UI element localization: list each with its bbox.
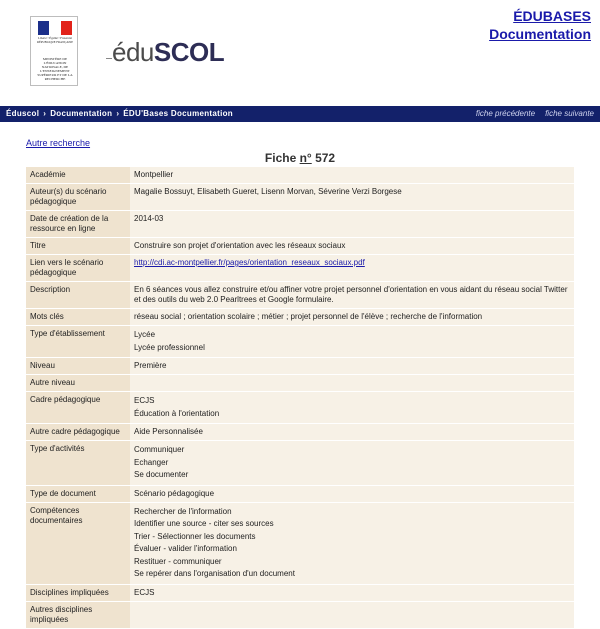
- prev-fiche-link[interactable]: fiche précédente: [475, 109, 536, 118]
- table-row: [26, 238, 574, 255]
- table-row: [26, 309, 574, 326]
- row-label: Mots clés: [26, 309, 130, 325]
- next-fiche-link[interactable]: fiche suivante: [545, 109, 594, 118]
- logo-part-edu: édu: [112, 37, 154, 67]
- republique-text: [34, 37, 76, 44]
- table-row: [26, 282, 574, 309]
- marianne-logo[interactable]: [30, 16, 78, 86]
- table-row: [26, 211, 574, 238]
- row-value: [130, 375, 574, 391]
- row-label: Description: [26, 282, 130, 308]
- row-label: Autres disciplines impliquées: [26, 602, 130, 628]
- table-row: [26, 167, 574, 184]
- french-flag-icon: [38, 21, 72, 35]
- row-value-line: Lycée professionnel: [134, 342, 205, 352]
- row-value: [130, 211, 574, 237]
- breadcrumb: [6, 109, 233, 118]
- table-row: [26, 326, 574, 358]
- row-value: [130, 503, 574, 584]
- row-label: Lien vers le scénario pédagogique: [26, 255, 130, 281]
- row-value-line: Construire son projet d'orientation avec les réseaux sociaux: [134, 241, 346, 250]
- row-value-line: Magalie Bossuyt, Elisabeth Gueret, Lisenn Morvan, Séverine Verzi Borgese: [134, 187, 402, 196]
- table-row: [26, 424, 574, 441]
- row-label: Type d'activités: [26, 441, 130, 485]
- row-value-line: Éducation à l'orientation: [134, 408, 220, 418]
- row-value-line: Echanger: [134, 457, 169, 467]
- ministere-text: MINISTÈRE DE L'ÉDUCATION NATIONALE, DE L'ENSEIGNEMENT SUPÉRIEUR ET DE LA RECHERCHE: [37, 57, 73, 81]
- row-value: [130, 167, 574, 183]
- row-label: Type d'établissement: [26, 326, 130, 357]
- table-row: [26, 585, 574, 602]
- row-label: Autre cadre pédagogique: [26, 424, 130, 440]
- table-row: [26, 503, 574, 585]
- row-value: [130, 486, 574, 502]
- row-label: Niveau: [26, 358, 130, 374]
- row-value: [130, 238, 574, 254]
- row-value-line: Lycée: [134, 330, 156, 339]
- row-value-line: Restituer - communiquer: [134, 556, 222, 566]
- row-value: [130, 326, 574, 357]
- table-row: [26, 441, 574, 486]
- edubases-link[interactable]: ÉDUBASES: [513, 8, 591, 24]
- republique-motto: Liberté • Égalité • Fraternité: [38, 36, 72, 40]
- row-value-line: Rechercher de l'information: [134, 506, 232, 516]
- fiche-table: [26, 167, 574, 629]
- row-label: Type de document: [26, 486, 130, 502]
- row-value: [130, 309, 574, 325]
- page-title: [0, 151, 600, 165]
- row-value-line: 2014-03: [134, 214, 164, 223]
- breadcrumb-eduscol[interactable]: Éduscol: [6, 109, 40, 118]
- row-value: [130, 184, 574, 210]
- scenario-link[interactable]: http://cdi.ac-montpellier.fr/pages/orientation_reseaux_sociaux.pdf: [134, 258, 365, 267]
- table-row: [26, 602, 574, 629]
- row-value-line: Première: [134, 361, 167, 370]
- row-value-line: Communiquer: [134, 445, 185, 454]
- fiche-number: 572: [311, 151, 336, 165]
- table-row: [26, 392, 574, 424]
- row-label: Cadre pédagogique: [26, 392, 130, 423]
- row-value: [130, 358, 574, 374]
- breadcrumb-bar: [0, 106, 600, 122]
- row-value: [130, 392, 574, 423]
- logo-part-scol: SCOL: [153, 37, 225, 67]
- row-value-line: réseau social ; orientation scolaire ; métier ; projet personnel de l'élève ; recherche de l'information: [134, 312, 483, 321]
- documentation-link[interactable]: Documentation: [489, 26, 591, 42]
- table-row: [26, 255, 574, 282]
- row-value-line: Se repérer dans l'organisation d'un document: [134, 569, 295, 578]
- republique-name: RÉPUBLIQUE FRANÇAISE: [36, 39, 74, 44]
- row-label: Autre niveau: [26, 375, 130, 391]
- row-value: [130, 255, 574, 281]
- table-row: [26, 358, 574, 375]
- eduscol-logo[interactable]: [112, 34, 224, 70]
- row-value: [130, 441, 574, 485]
- row-value: [130, 282, 574, 308]
- autre-recherche-link[interactable]: Autre recherche: [26, 138, 91, 148]
- row-value-line: Montpellier: [134, 170, 174, 179]
- breadcrumb-documentation[interactable]: Documentation: [50, 109, 113, 118]
- row-label: Disciplines impliquées: [26, 585, 130, 601]
- row-value-line: ECJS: [134, 396, 155, 405]
- row-value-line: Identifier une source - citer ses sources: [134, 519, 274, 528]
- row-value: [130, 424, 574, 440]
- row-value-line: Aide Personnalisée: [134, 427, 203, 436]
- brand-links: [489, 7, 591, 43]
- page-header: [0, 0, 600, 106]
- row-value-line: En 6 séances vous allez construire et/ou affiner votre projet personnel d'orientation en vous aidant du réseau social Twitter et des outils du web 2.0 Pearltrees et Google formulaire.: [134, 285, 568, 304]
- table-row: [26, 486, 574, 503]
- row-label: Titre: [26, 238, 130, 254]
- fiche-prefix: Fiche: [264, 151, 300, 165]
- row-value-line: Se documenter: [134, 470, 189, 479]
- row-label: Compétences documentaires: [26, 503, 130, 584]
- table-row: [26, 375, 574, 392]
- row-value-line: Scénario pédagogique: [134, 488, 215, 498]
- breadcrumb-separator: ›: [43, 109, 47, 118]
- row-label: Auteur(s) du scénario pédagogique: [26, 184, 130, 210]
- row-value: [130, 602, 574, 628]
- fiche-pager: [466, 109, 594, 118]
- row-value-line: Évaluer - valider l'information: [134, 544, 237, 553]
- breadcrumb-separator: ›: [116, 109, 120, 118]
- table-row: [26, 184, 574, 211]
- row-value-line: Trier - Sélectionner les documents: [134, 531, 256, 541]
- row-label: Académie: [26, 167, 130, 183]
- row-value-line: ECJS: [134, 587, 155, 597]
- row-label: Date de création de la ressource en ligne: [26, 211, 130, 237]
- breadcrumb-edubases[interactable]: ÉDU'Bases Documentation: [123, 109, 233, 118]
- fiche-number-abbr: n°: [299, 151, 312, 165]
- row-value: [130, 585, 574, 601]
